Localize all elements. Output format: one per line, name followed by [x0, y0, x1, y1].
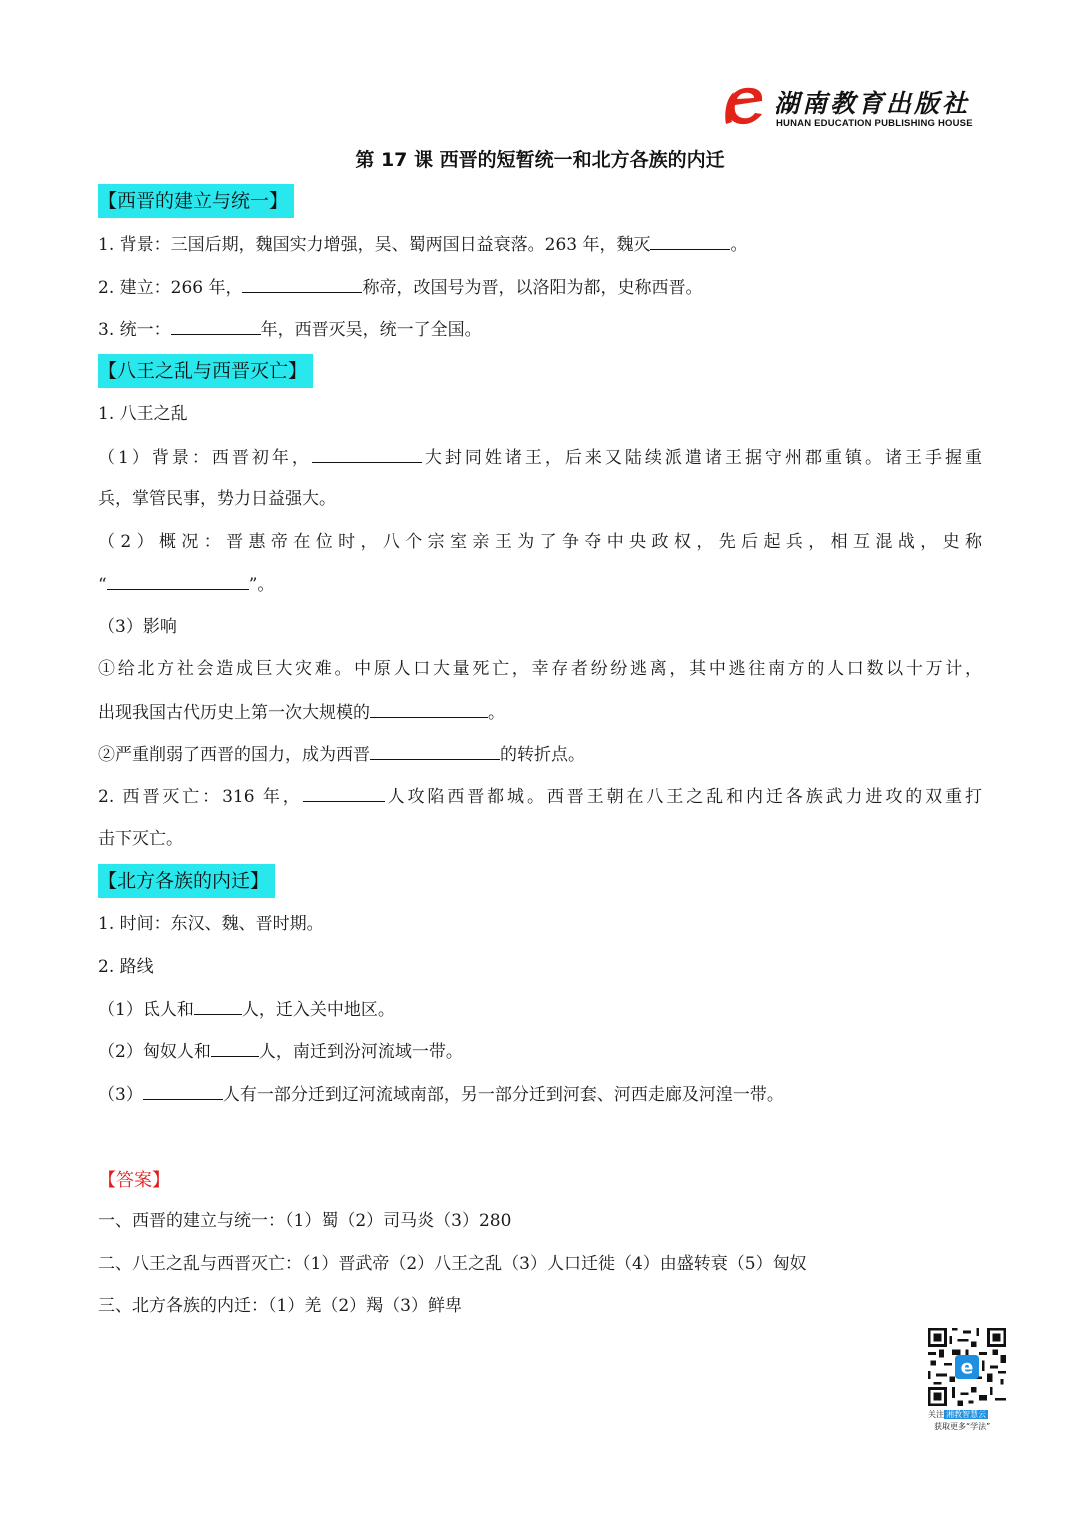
text-segment: 。	[488, 703, 505, 723]
text-line: ①给北方社会造成巨大灾难。中原人口大量死亡，幸存者纷纷逃离，其中逃往南方的人口数以十万计，	[98, 659, 982, 679]
text-line	[98, 699, 505, 726]
text-line	[98, 783, 982, 810]
answer-line	[98, 1251, 807, 1277]
text-line: 1. 时间：东汉、魏、晋时期。	[98, 914, 324, 934]
fill-in-blank[interactable]	[303, 783, 385, 802]
text-line	[98, 231, 747, 258]
answer-line	[98, 1293, 462, 1319]
publisher-logo-icon	[722, 84, 768, 128]
answer-body: （1）羌（2）羯（3）鲜卑	[268, 1296, 462, 1316]
answer-line	[98, 1208, 511, 1234]
text-segment: 。	[730, 235, 748, 255]
text-segment: 人有一部分迁到辽河流域南部，另一部分迁到河套、河西走廊及河湟一带。	[222, 1085, 784, 1105]
text-line	[98, 571, 274, 598]
text-segment: 大封同姓诸王，后来又陆续派遣诸王据守州郡重镇。诸王手握重	[421, 448, 982, 468]
fill-in-blank[interactable]	[211, 1038, 259, 1057]
fill-in-blank[interactable]	[194, 996, 242, 1015]
text-segment: 1. 背景：三国后期，魏国实力增强，吴、蜀两国日益衰落。263 年，魏灭	[98, 235, 651, 255]
fill-in-blank[interactable]	[312, 444, 422, 463]
answer-heading: 三、北方各族的内迁：	[98, 1296, 268, 1316]
text-line: （2）概况：晋惠帝在位时，八个宗室亲王为了争夺中央政权，先后起兵，相互混战，史称	[98, 532, 982, 552]
publisher-name-cn: 湖南教育出版社	[774, 89, 971, 118]
text-line: （3）影响	[98, 617, 177, 637]
text-segment: 人，迁入关中地区。	[241, 1000, 395, 1020]
text-segment: （1）氐人和	[98, 1000, 194, 1020]
text-segment: 人，南迁到汾河流域一带。	[258, 1042, 463, 1062]
text-line	[98, 1081, 784, 1108]
section-heading-eight-princes: 【八王之乱与西晋灭亡】	[98, 354, 313, 388]
answer-label: 【答案】	[98, 1170, 170, 1191]
text-segment: 出现我国古代历史上第一次大规模的	[98, 703, 370, 723]
text-segment: （3）	[98, 1085, 143, 1105]
answer-body: （1）蜀（2）司马炎（3）280	[285, 1211, 512, 1231]
publisher-name-en: HUNAN EDUCATION PUBLISHING HOUSE	[776, 118, 973, 129]
publisher-logo	[718, 82, 973, 132]
text-line	[98, 996, 395, 1023]
text-segment: 称帝，改国号为晋，以洛阳为都，史称西晋。	[362, 278, 703, 298]
text-line: 1. 八王之乱	[98, 404, 188, 424]
qr-caption-highlight: 湘教智慧云	[946, 1410, 986, 1419]
text-line	[98, 1038, 463, 1065]
text-segment: （2）匈奴人和	[98, 1042, 211, 1062]
text-line: 击下灭亡。	[98, 829, 183, 849]
fill-in-blank[interactable]	[370, 741, 500, 760]
text-line	[98, 274, 702, 301]
qr-code[interactable]	[928, 1328, 1006, 1406]
section-heading-western-jin-founding: 【西晋的建立与统一】	[98, 184, 294, 218]
text-line: 兵，掌管民事，势力日益强大。	[98, 489, 336, 509]
answer-heading: 一、西晋的建立与统一：	[98, 1211, 285, 1231]
text-segment: 年，西晋灭吴，统一了全国。	[260, 320, 482, 340]
qr-caption-prefix: 关注	[928, 1410, 944, 1419]
text-segment: （1）背景：西晋初年，	[98, 448, 312, 468]
text-segment: 人攻陷西晋都城。西晋王朝在八王之乱和内迁各族武力进攻的双重打	[384, 787, 982, 807]
fill-in-blank[interactable]	[242, 274, 362, 293]
text-segment: ②严重削弱了西晋的国力，成为西晋	[98, 745, 370, 765]
section-heading-northern-migration: 【北方各族的内迁】	[98, 864, 275, 898]
fill-in-blank[interactable]	[650, 231, 730, 250]
text-segment: “	[98, 575, 107, 595]
svg-text:e: e	[960, 1357, 974, 1379]
text-segment: 的转折点。	[500, 745, 585, 765]
fill-in-blank[interactable]	[370, 699, 488, 718]
text-line: 2. 路线	[98, 957, 154, 977]
text-segment: 2. 建立：266 年，	[98, 278, 243, 298]
text-line	[98, 444, 982, 471]
answer-heading: 二、八王之乱与西晋灭亡：	[98, 1254, 302, 1274]
text-line	[98, 316, 482, 343]
fill-in-blank[interactable]	[143, 1081, 223, 1100]
fill-in-blank[interactable]	[171, 316, 261, 335]
text-segment: ”。	[248, 575, 275, 595]
lesson-title: 第 17 课 西晋的短暂统一和北方各族的内迁	[355, 149, 725, 171]
fill-in-blank[interactable]	[107, 571, 249, 590]
text-segment: 2. 西晋灭亡：316 年，	[98, 787, 303, 807]
qr-caption	[928, 1409, 1006, 1420]
answer-body: （1）晋武帝（2）八王之乱（3）人口迁徙（4）由盛转衰（5）匈奴	[302, 1254, 807, 1274]
qr-caption-secondary: 获取更多“学法”	[934, 1422, 991, 1431]
text-segment: 3. 统一：	[98, 320, 171, 340]
text-line	[98, 741, 585, 768]
